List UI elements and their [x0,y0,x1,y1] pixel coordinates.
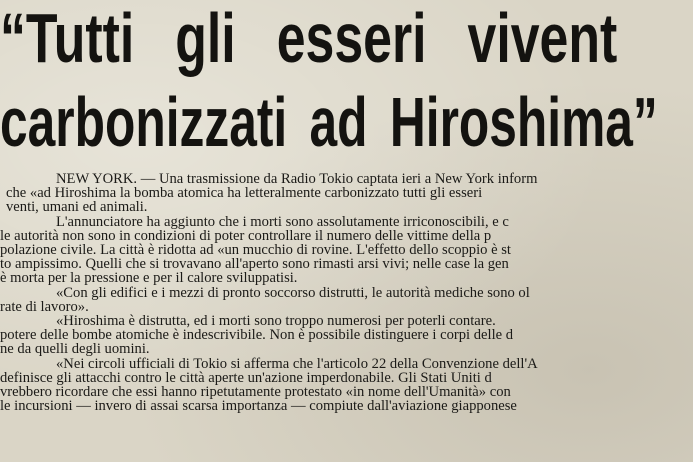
article-line: «Nei circoli ufficiali di Tokio si afferma che l'articolo 22 della Convenzione dell'A [56,355,538,372]
headline-line-2: carbonizzati ad Hiroshima” [0,83,658,161]
article-body [0,172,693,413]
article-line: è morta per la pressione e per il calore sviluppatisi. [0,270,298,287]
article-line: to ampissimo. Quelli che si trovavano all'aperto sono rimasti arsi vivi; nelle case la gen [0,256,509,273]
article-line: venti, umani ed animali. [6,199,148,216]
article-line: rate di lavoro». [0,298,89,315]
article-line: le autorità non sono in condizioni di poter controllare il numero delle vittime della p [0,227,492,244]
article-line: che «ad Hiroshima la bomba atomica ha letteralmente carbonizzato tutti gli esseri [6,185,483,202]
article-line: polazione civile. La città è ridotta ad «un mucchio di rovine. L'effetto dello scoppio è st [0,242,511,259]
article-line: definisce gli attacchi contro le città aperte un'azione imperdonabile. Gli Stati Uniti d [0,369,492,386]
article-line: L'annunciatore ha aggiunto che i morti sono assolutamente irriconoscibili, e c [56,213,509,230]
article-line: ne da quelli degli uomini. [0,341,150,358]
article-line: le incursioni — invero di assai scarsa importanza — compiute dall'aviazione giapponese [0,398,517,415]
article-line: vrebbero ricordare che essi hanno ripetutamente protestato «in nome dell'Umanità» con [0,384,511,401]
headline-line-1: “Tutti gli esseri vivent [0,0,618,77]
article-line: «Hiroshima è distrutta, ed i morti sono troppo numerosi per poterli contare. [56,313,496,330]
article-line: potere delle bombe atomiche è indescrivibile. Non è possibile distinguere i corpi delle d [0,327,514,344]
article-line: NEW YORK. — Una trasmissione da Radio Tokio captata ieri a New York inform [56,171,538,187]
article-line: «Con gli edifici e i mezzi di pronto soccorso distrutti, le autorità mediche sono ol [56,284,530,301]
